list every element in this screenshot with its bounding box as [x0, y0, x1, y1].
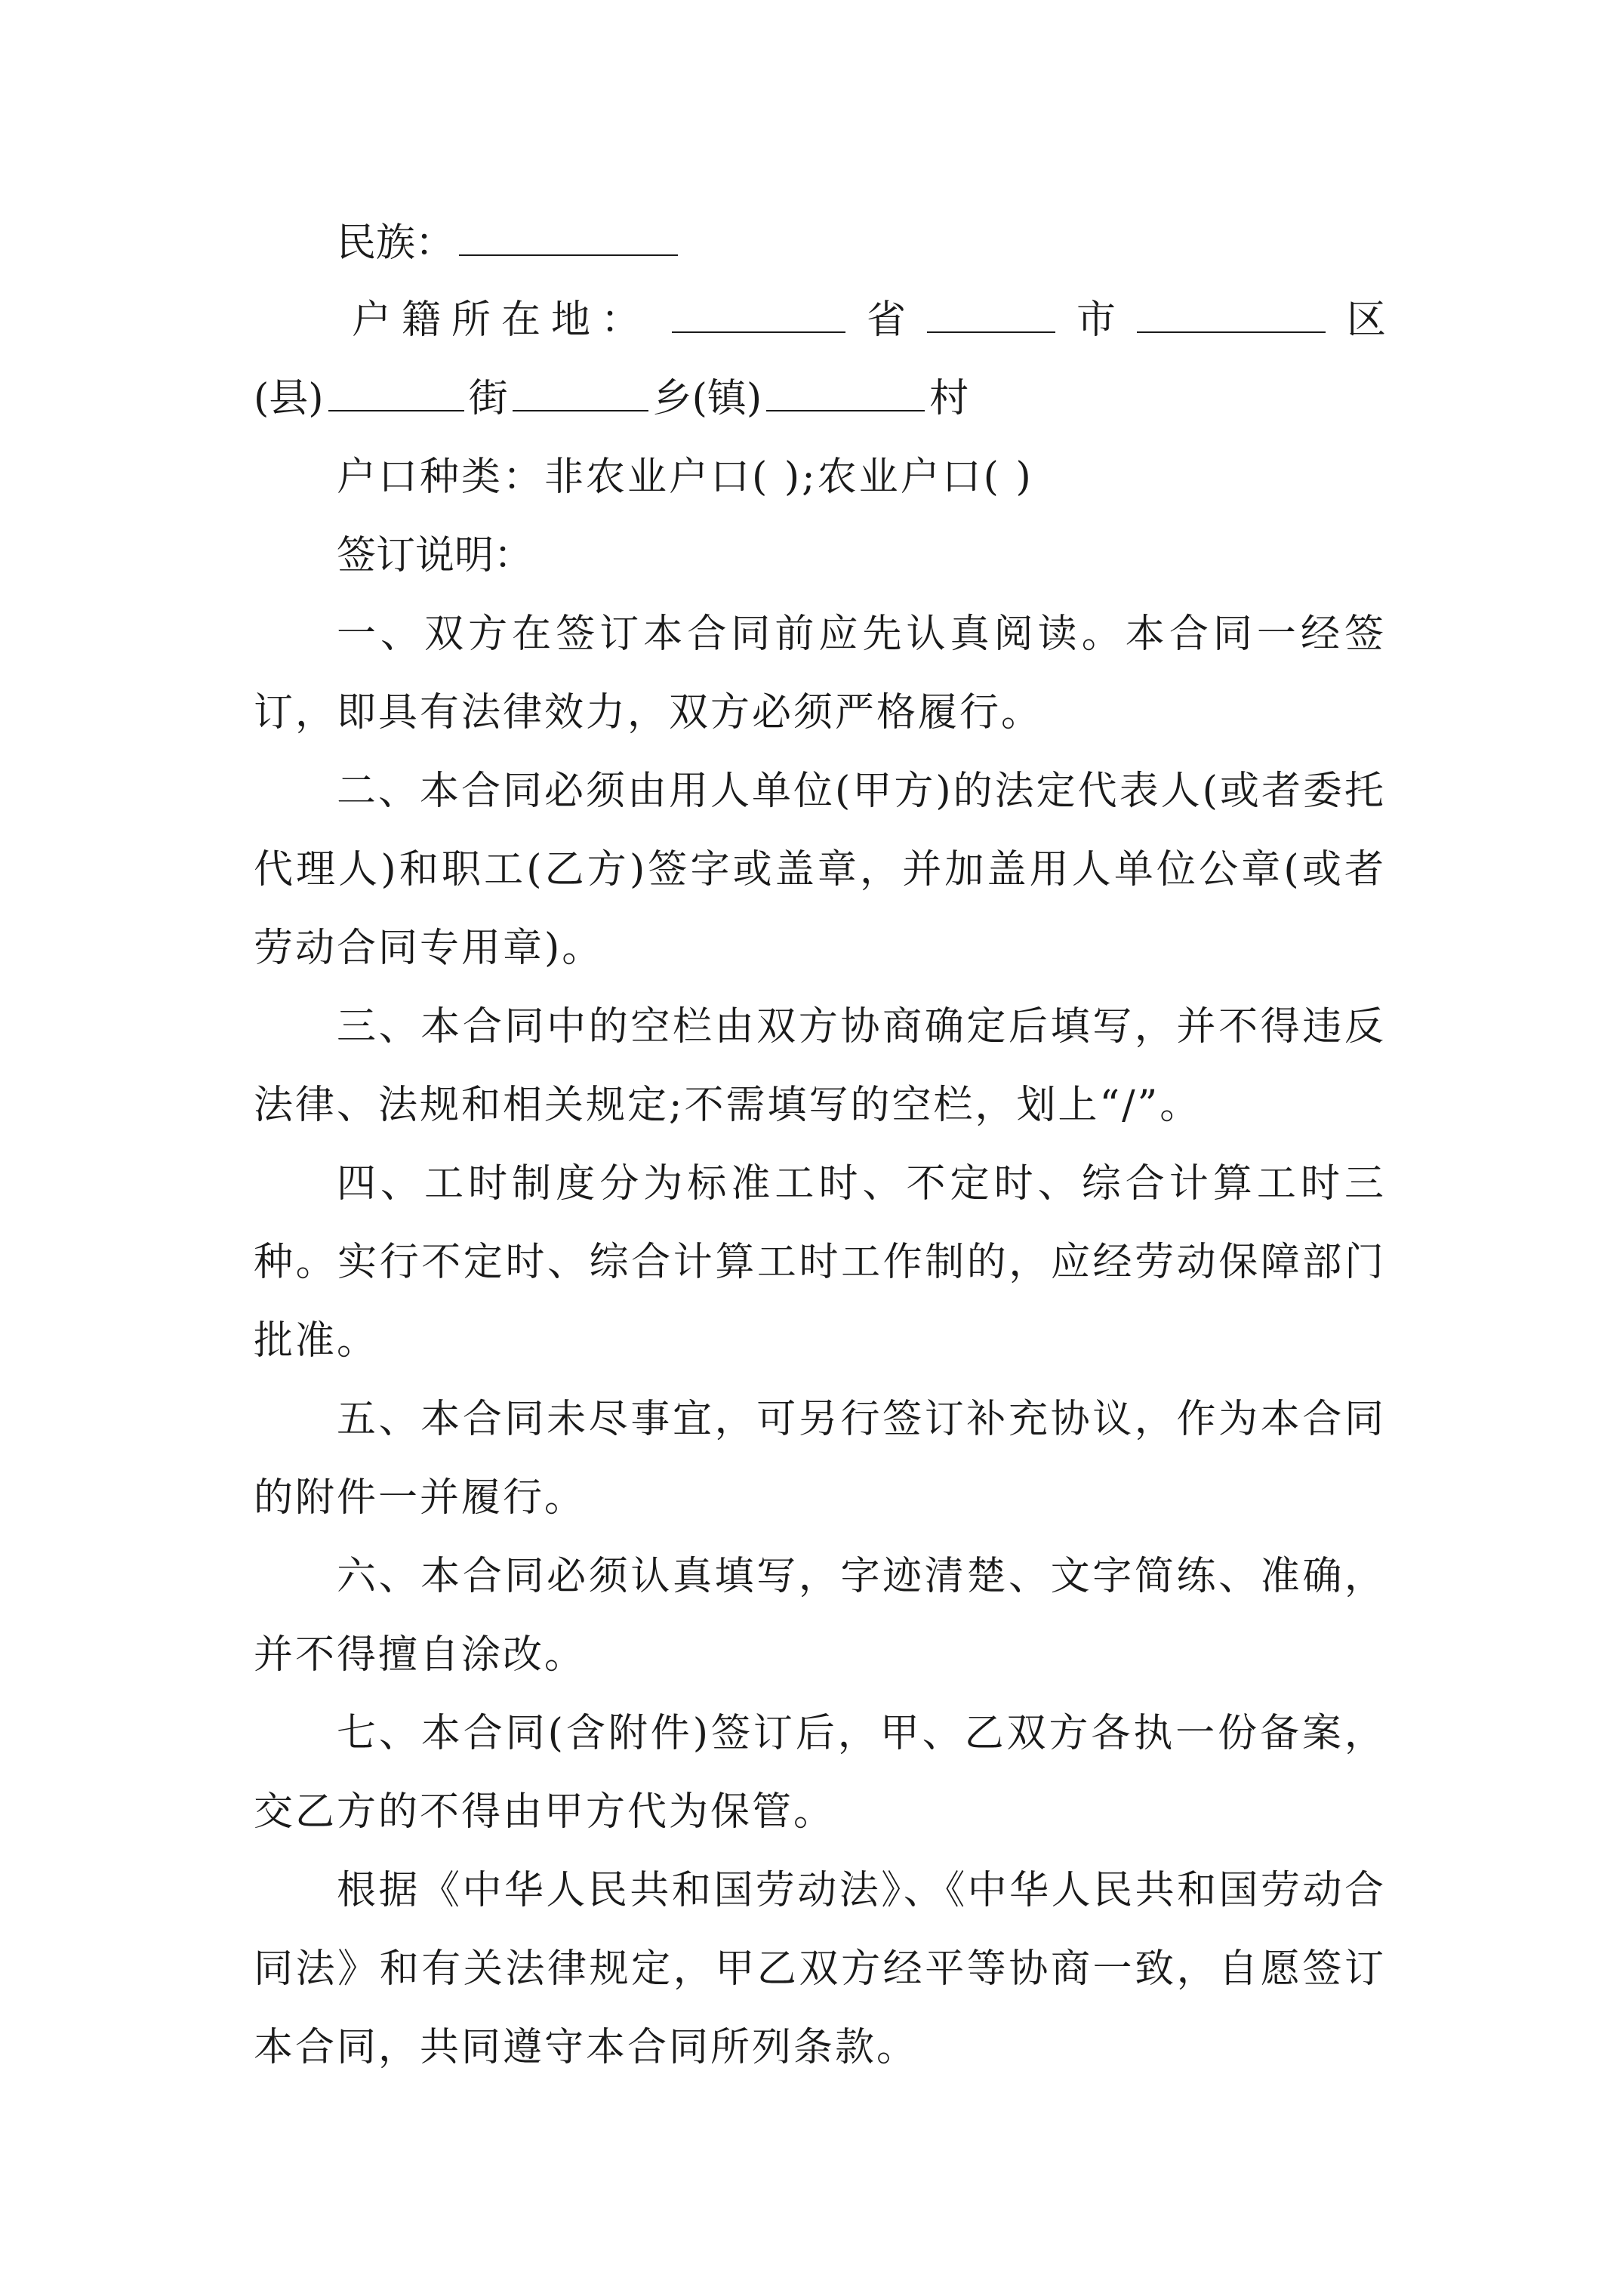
instruction-item-1: 一、双方在签订本合同前应先认真阅读。本合同一经签订，即具有法律效力，双方必须严格履行。	[254, 612, 1386, 735]
hukou-type-row	[254, 438, 1386, 516]
registration-label: 户籍所在地：	[352, 297, 651, 343]
province-label: 省	[866, 297, 906, 343]
hukou-type-line: 户口种类：非农业户口( );农业户口( )	[337, 455, 1033, 500]
instruction-item-4: 四、工时制度分为标准工时、不定时、综合计算工时三种。实行不定时、综合计算工时工作制的，应经劳动保障部门批准。	[254, 1161, 1386, 1364]
instruction-item-7: 七、本合同(含附件)签订后，甲、乙双方各执一份备案，交乙方的不得由甲方代为保管。	[254, 1711, 1386, 1835]
district-label: 区	[1346, 297, 1386, 343]
registration-row-2-inner	[254, 359, 1386, 438]
instructions-heading: 签订说明：	[337, 533, 534, 578]
instruction-item-6: 六、本合同必须认真填写，字迹清楚、文字简练、准确，并不得擅自涂改。	[254, 1554, 1386, 1678]
city-label: 市	[1076, 297, 1116, 343]
county-label: (县)	[254, 376, 324, 421]
province-blank[interactable]	[672, 292, 845, 333]
ethnicity-label: 民族：	[337, 220, 455, 266]
instruction-item-3: 三、本合同中的空栏由双方协商确定后填写，并不得违反法律、法规和相关规定;不需填写的空栏，划上“/”。	[254, 1004, 1386, 1128]
instructions-body	[254, 595, 1386, 2087]
street-label: 街	[468, 376, 508, 421]
city-blank[interactable]	[927, 292, 1055, 333]
street-blank[interactable]	[513, 371, 648, 411]
township-blank[interactable]	[766, 371, 925, 411]
registration-row	[254, 281, 1386, 359]
instruction-item-5: 五、本合同未尽事宜，可另行签订补充协议，作为本合同的附件一并履行。	[254, 1397, 1386, 1521]
registration-row-2	[254, 359, 1386, 438]
instruction-item-2: 二、本合同必须由用人单位(甲方)的法定代表人(或者委托代理人)和职工(乙方)签字或盖章，并加盖用人单位公章(或者劳动合同专用章)。	[254, 769, 1386, 971]
ethnicity-row	[254, 204, 1386, 282]
registration-spread	[254, 281, 1386, 359]
district-blank[interactable]	[1137, 292, 1326, 333]
preamble-paragraph: 根据《中华人民共和国劳动法》、《中华人民共和国劳动合同法》和有关法律规定，甲乙双方经平等协商一致，自愿签订本合同，共同遵守本合同所列条款。	[254, 1868, 1386, 2070]
county-blank[interactable]	[328, 371, 464, 411]
township-label: 乡(镇)	[652, 376, 762, 421]
instructions-heading-row	[254, 516, 1386, 595]
ethnicity-blank[interactable]	[459, 215, 678, 256]
village-label: 村	[929, 376, 969, 421]
